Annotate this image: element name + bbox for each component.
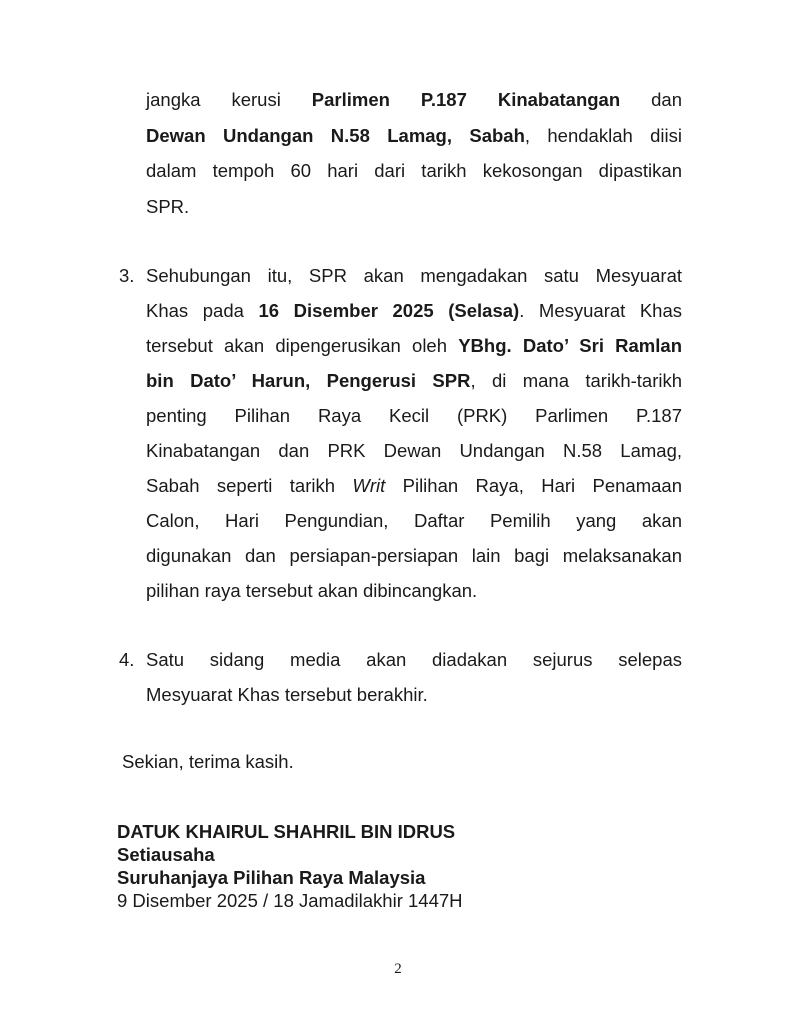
para3-number: 3. [119,265,135,286]
para2-text: , hendaklah diisi [524,125,683,146]
signatory-title: Setiausaha [117,844,215,865]
para3-line-6: Kinabatangan dan PRK Dewan Undangan N.58 Lamag, [146,440,682,461]
para3-text: Pilihan Raya, Hari Penamaan [402,475,683,496]
para3-italic-writ: Writ [352,475,386,496]
para2-text: dan [651,89,682,110]
para3-line-2 [146,299,682,323]
para3-text: Khas pada [146,300,244,321]
para3-line-4 [146,369,682,393]
para3-line-9: digunakan dan persiapan-persiapan lain bagi melaksanakan [146,545,682,566]
para4-line-1: Satu sidang media akan diadakan sejurus selepas [146,649,682,670]
para4-line-2: Mesyuarat Khas tersebut berakhir. [146,684,428,705]
para3-bold-date: 16 Disember 2025 (Selasa) [258,300,520,321]
para3-text: . Mesyuarat Khas [519,300,683,321]
signatory-organization: Suruhanjaya Pilihan Raya Malaysia [117,867,426,888]
para3-text: Sabah seperti tarikh [146,475,335,496]
para3-line-1: Sehubungan itu, SPR akan mengadakan satu Mesyuarat [146,265,682,286]
para3-line-8: Calon, Hari Pengundian, Daftar Pemilih yang akan [146,510,682,531]
para3-line-3 [146,334,682,358]
para3-text: tersebut akan dipengerusikan oleh [146,335,448,356]
para3-line-7 [146,474,682,498]
para2-bold-state-seat: Dewan Undangan N.58 Lamag, Sabah [146,125,525,146]
signatory-name: DATUK KHAIRUL SHAHRIL BIN IDRUS [117,821,456,842]
closing-text: Sekian, terima kasih. [122,751,294,772]
para2-line-3: dalam tempoh 60 hari dari tarikh kekosongan dipastikan [146,160,682,181]
para2-line-4: SPR. [146,196,190,217]
para2-text: jangka kerusi [146,89,281,110]
para2-line-1 [146,88,682,112]
para3-line-10: pilihan raya tersebut akan dibincangkan. [146,580,478,601]
para4-number: 4. [119,649,135,670]
para3-bold-chairman: YBhg. Dato’ Sri Ramlan [458,335,682,356]
para2-line-2 [146,124,682,148]
signature-date: 9 Disember 2025 / 18 Jamadilakhir 1447H [117,890,463,911]
page-number: 2 [394,961,402,977]
para3-bold-chairman-cont: bin Dato’ Harun, Pengerusi SPR [146,370,471,391]
para2-bold-constituency: Parlimen P.187 Kinabatangan [311,89,621,110]
para3-line-5: penting Pilihan Raya Kecil (PRK) Parlimen P.187 [146,405,682,426]
para3-text: , di mana tarikh-tarikh [470,370,683,391]
